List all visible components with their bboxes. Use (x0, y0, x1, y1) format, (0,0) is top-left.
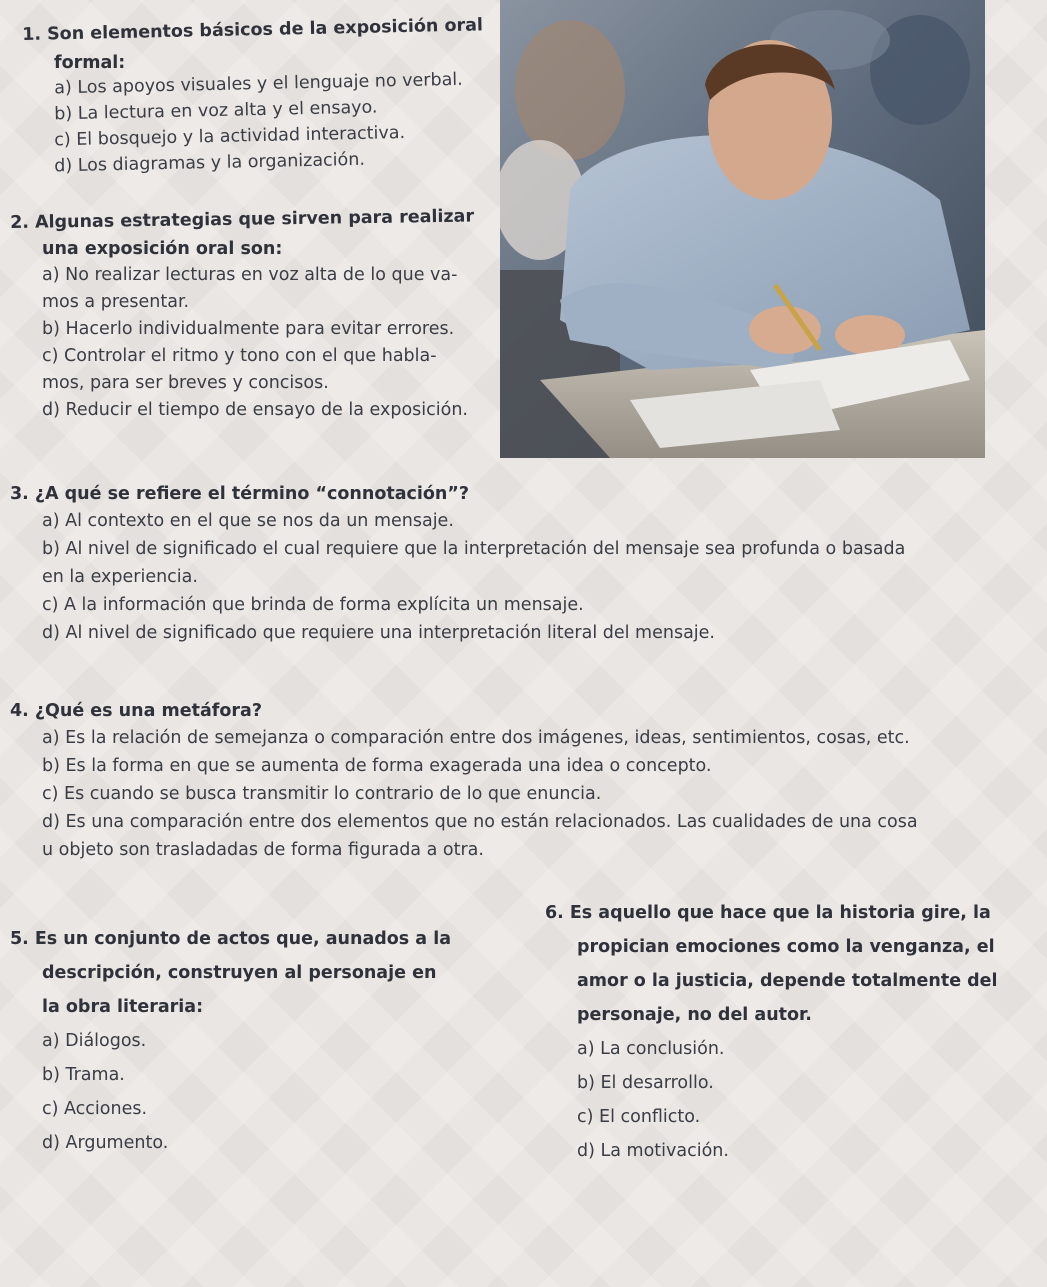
option-b: b) La lectura en voz alta y el ensayo. (54, 97, 378, 125)
option-d: d) Los diagramas y la organización. (54, 149, 366, 177)
student-writing-exam-photo (500, 0, 985, 458)
option-d: d) Argumento. (42, 1133, 169, 1153)
question-title-line2: una exposición oral son: (42, 239, 283, 259)
option-b: b) Trama. (42, 1065, 125, 1085)
question-title-line2: propician emociones como la venganza, el (577, 937, 995, 957)
question-title-line2: descripción, construyen al personaje en (42, 963, 437, 983)
question-1 (22, 15, 500, 180)
option-a-continued: mos a presentar. (42, 292, 190, 312)
option-a: a) La conclusión. (577, 1039, 725, 1059)
question-title: ¿Qué es una metáfora? (34, 701, 262, 721)
option-c: c) Acciones. (42, 1099, 148, 1119)
option-c-continued: mos, para ser breves y concisos. (42, 373, 329, 393)
option-b: b) Al nivel de significado el cual requiere que la interpretación del mensaje sea profunda o basada (42, 539, 906, 559)
option-c: c) El conflicto. (577, 1107, 701, 1127)
option-c: c) Es cuando se busca transmitir lo contrario de lo que enuncia. (42, 784, 602, 804)
option-a: a) Diálogos. (42, 1031, 147, 1051)
option-d-continued: u objeto son trasladadas de forma figurada a otra. (42, 840, 484, 860)
question-title: Es un conjunto de actos que, aunados a la (34, 929, 452, 949)
question-number: 4. (10, 701, 29, 721)
question-6 (545, 896, 1035, 1168)
option-b: b) Hacerlo individualmente para evitar errores. (42, 319, 455, 339)
option-a: a) Los apoyos visuales y el lenguaje no verbal. (54, 69, 463, 99)
option-b-continued: en la experiencia. (42, 567, 198, 587)
option-d: d) Es una comparación entre dos elementos que no están relacionados. Las cualidades de una cosa (42, 812, 918, 832)
option-a: a) Al contexto en el que se nos da un mensaje. (42, 511, 454, 531)
question-title: ¿A qué se refiere el término “connotación”? (34, 484, 470, 504)
question-title-line4: personaje, no del autor. (577, 1005, 812, 1025)
option-b: b) Es la forma en que se aumenta de forma exagerada una idea o concepto. (42, 756, 712, 776)
question-number: 6. (545, 903, 564, 923)
question-3 (10, 481, 1030, 647)
option-c: c) A la información que brinda de forma explícita un mensaje. (42, 595, 584, 615)
option-d: d) Al nivel de significado que requiere una interpretación literal del mensaje. (42, 623, 715, 643)
question-title-line3: la obra literaria: (42, 997, 204, 1017)
question-title: Algunas estrategias que sirven para realizar (34, 206, 475, 233)
question-5 (10, 922, 510, 1160)
question-4 (10, 698, 1040, 864)
photo-illustration (500, 0, 985, 458)
question-2 (10, 206, 500, 424)
question-number: 3. (10, 484, 29, 504)
option-c: c) El bosquejo y la actividad interactiva. (54, 122, 406, 151)
option-d: d) Reducir el tiempo de ensayo de la exposición. (42, 400, 468, 420)
question-title: Es aquello que hace que la historia gire, la (569, 903, 991, 923)
option-c: c) Controlar el ritmo y tono con el que habla- (42, 346, 437, 366)
question-number: 5. (10, 929, 29, 949)
question-number: 1. (22, 24, 42, 45)
option-a: a) No realizar lecturas en voz alta de lo que va- (42, 265, 458, 285)
option-a: a) Es la relación de semejanza o comparación entre dos imágenes, ideas, sentimientos, cosas, etc. (42, 728, 910, 748)
question-number: 2. (10, 212, 30, 233)
question-title-line3: amor o la justicia, depende totalmente del (577, 971, 998, 991)
option-d: d) La motivación. (577, 1141, 729, 1161)
option-b: b) El desarrollo. (577, 1073, 714, 1093)
question-title-line2: formal: (54, 53, 126, 73)
question-title: Son elementos básicos de la exposición oral (46, 15, 484, 45)
